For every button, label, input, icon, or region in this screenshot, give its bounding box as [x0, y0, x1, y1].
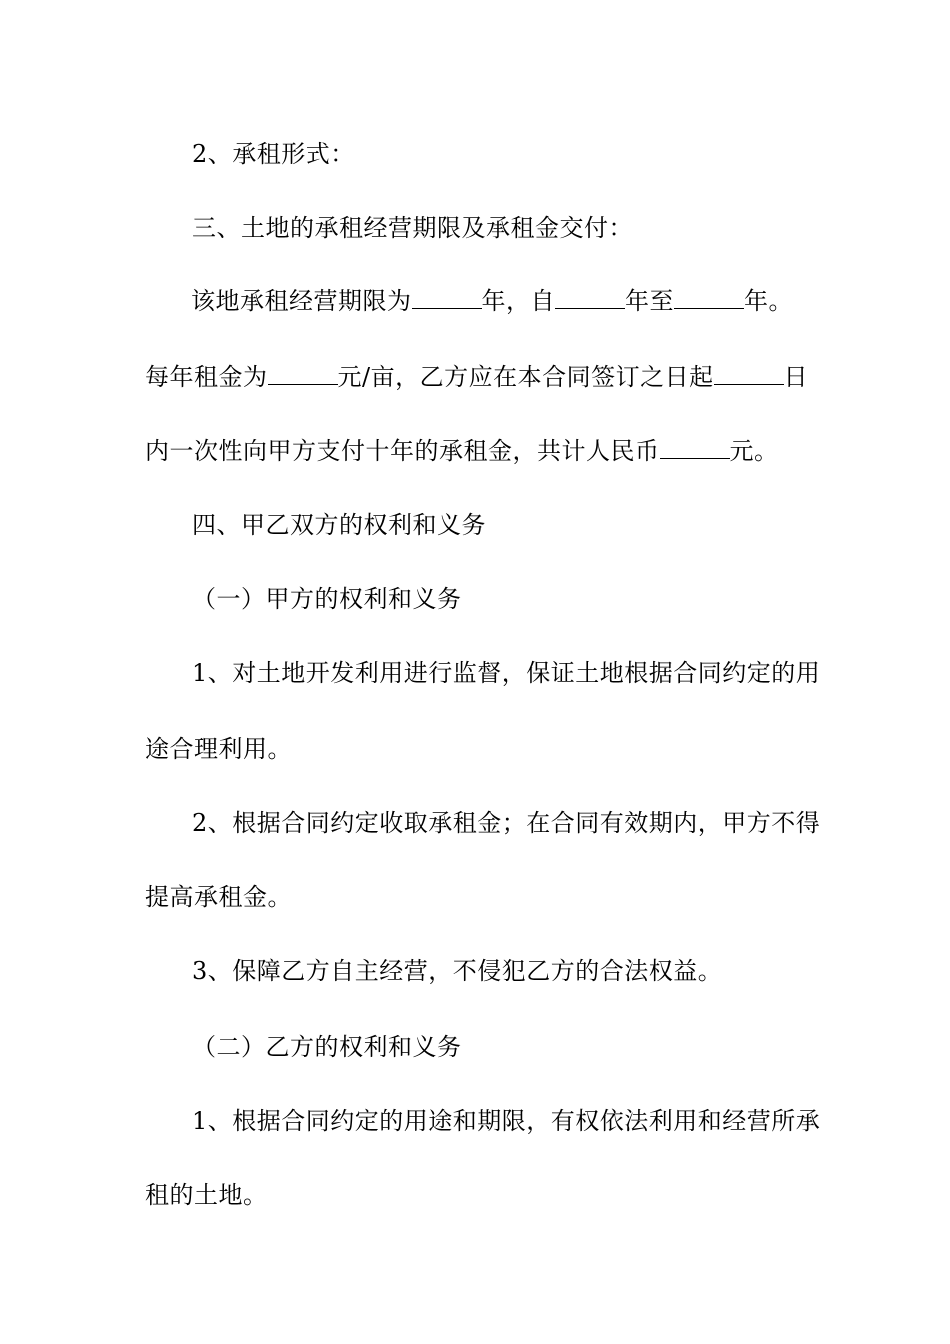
paragraph-line: 租的土地。: [145, 1181, 268, 1209]
text-segment: 元。: [729, 437, 779, 465]
paragraph-line: 2、承租形式：: [192, 140, 355, 168]
paragraph-line: 途合理利用。: [145, 735, 292, 763]
paragraph-line: [145, 436, 815, 466]
paragraph-line: 提高承租金。: [145, 883, 292, 911]
paragraph-line: 1、根据合同约定的用途和期限，有权依法利用和经营所承: [192, 1107, 821, 1135]
text-segment: 内一次性向甲方支付十年的承租金，共计人民币: [145, 437, 660, 465]
subsection-heading: （一）甲方的权利和义务: [192, 585, 462, 613]
paragraph-line: [145, 362, 815, 392]
text-segment: 年。: [744, 287, 793, 315]
text-segment: 元/亩，乙方应在本合同签订之日起: [337, 363, 714, 391]
fill-blank: [660, 440, 730, 459]
fill-blank: [555, 290, 625, 309]
paragraph-line: 1、对土地开发利用进行监督，保证土地根据合同约定的用: [192, 659, 821, 687]
fill-blank: [714, 366, 784, 385]
fill-blank: [268, 366, 338, 385]
fill-blank: [674, 290, 744, 309]
text-segment: 年至: [625, 287, 674, 315]
paragraph-line: [145, 286, 861, 316]
text-segment: 年，自: [481, 287, 555, 315]
text-segment: 该地承租经营期限为: [191, 287, 412, 315]
section-heading: 三、土地的承租经营期限及承租金交付：: [192, 214, 633, 242]
text-segment: 日: [783, 363, 809, 391]
section-heading: 四、甲乙双方的权利和义务: [192, 511, 486, 539]
text-segment: 每年租金为: [145, 363, 268, 391]
paragraph-line: 3、保障乙方自主经营，不侵犯乙方的合法权益。: [192, 957, 723, 985]
fill-blank: [412, 290, 482, 309]
paragraph-line: 2、根据合同约定收取承租金；在合同有效期内，甲方不得: [192, 809, 821, 837]
subsection-heading: （二）乙方的权利和义务: [192, 1033, 462, 1061]
